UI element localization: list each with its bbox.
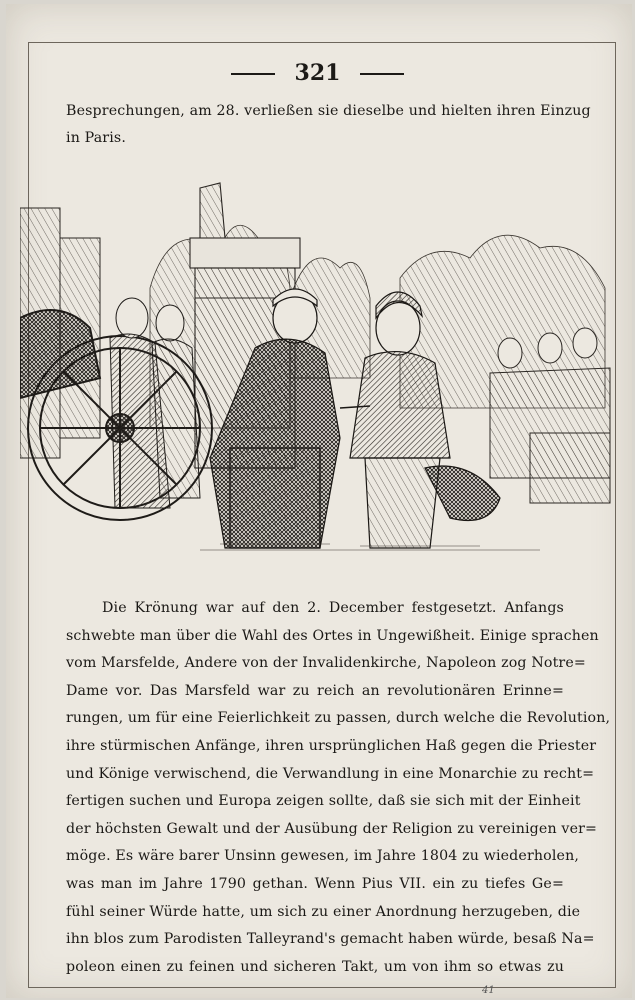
- body-line: möge. Es wäre barer Unsinn gewesen, im Jahre 1804 zu wiederholen,: [66, 848, 580, 865]
- header-rule-right: [360, 73, 404, 75]
- page-header: [0, 60, 635, 86]
- body-line: ihn blos zum Parodisten Talleyrand's gemacht haben würde, besaß Na=: [66, 931, 595, 948]
- body-line: schwebte man über die Wahl des Ortes in Ungewißheit. Einige sprachen: [66, 627, 599, 644]
- body-line: poleon einen zu feinen und sicheren Takt, um von ihm so etwas zu: [66, 958, 564, 975]
- body-line: vom Marsfelde, Andere von der Invalidenkirche, Napoleon zog Notre=: [66, 655, 586, 672]
- header-rule-left: [231, 73, 275, 75]
- main-paragraph: [66, 595, 611, 981]
- intro-line: Besprechungen, am 28. verließen sie dieselbe und hielten ihren Einzug: [66, 103, 591, 119]
- body-line: Die Krönung war auf den 2. December festgesetzt. Anfangs: [102, 600, 564, 616]
- footer-mark: 41: [482, 985, 495, 996]
- engraving-illustration: [20, 178, 612, 556]
- body-line: fertigen suchen und Europa zeigen sollte, daß sie sich mit der Einheit: [66, 793, 581, 810]
- intro-paragraph: [66, 98, 591, 152]
- soldiers-right: [490, 328, 610, 503]
- body-line: der höchsten Gewalt und der Ausübung der Religion zu vereinigen ver=: [66, 820, 598, 837]
- body-line: Dame vor. Das Marsfeld war zu reich an revolutionären Erinne=: [66, 682, 564, 699]
- body-line: fühl seiner Würde hatte, um sich zu einer Anordnung herzugeben, die: [66, 903, 581, 920]
- body-line: ihre stürmischen Anfänge, ihren ursprünglichen Haß gegen die Priester: [66, 737, 597, 754]
- body-line: rungen, um für eine Feierlichkeit zu passen, durch welche die Revolution,: [66, 710, 611, 727]
- body-line: was man im Jahre 1790 gethan. Wenn Pius VII. ein zu tiefes Ge=: [66, 875, 564, 892]
- body-line: und Könige verwischend, die Verwandlung in eine Monarchie zu recht=: [66, 765, 595, 782]
- page-number: 321: [294, 60, 341, 86]
- intro-line: in Paris.: [66, 130, 127, 146]
